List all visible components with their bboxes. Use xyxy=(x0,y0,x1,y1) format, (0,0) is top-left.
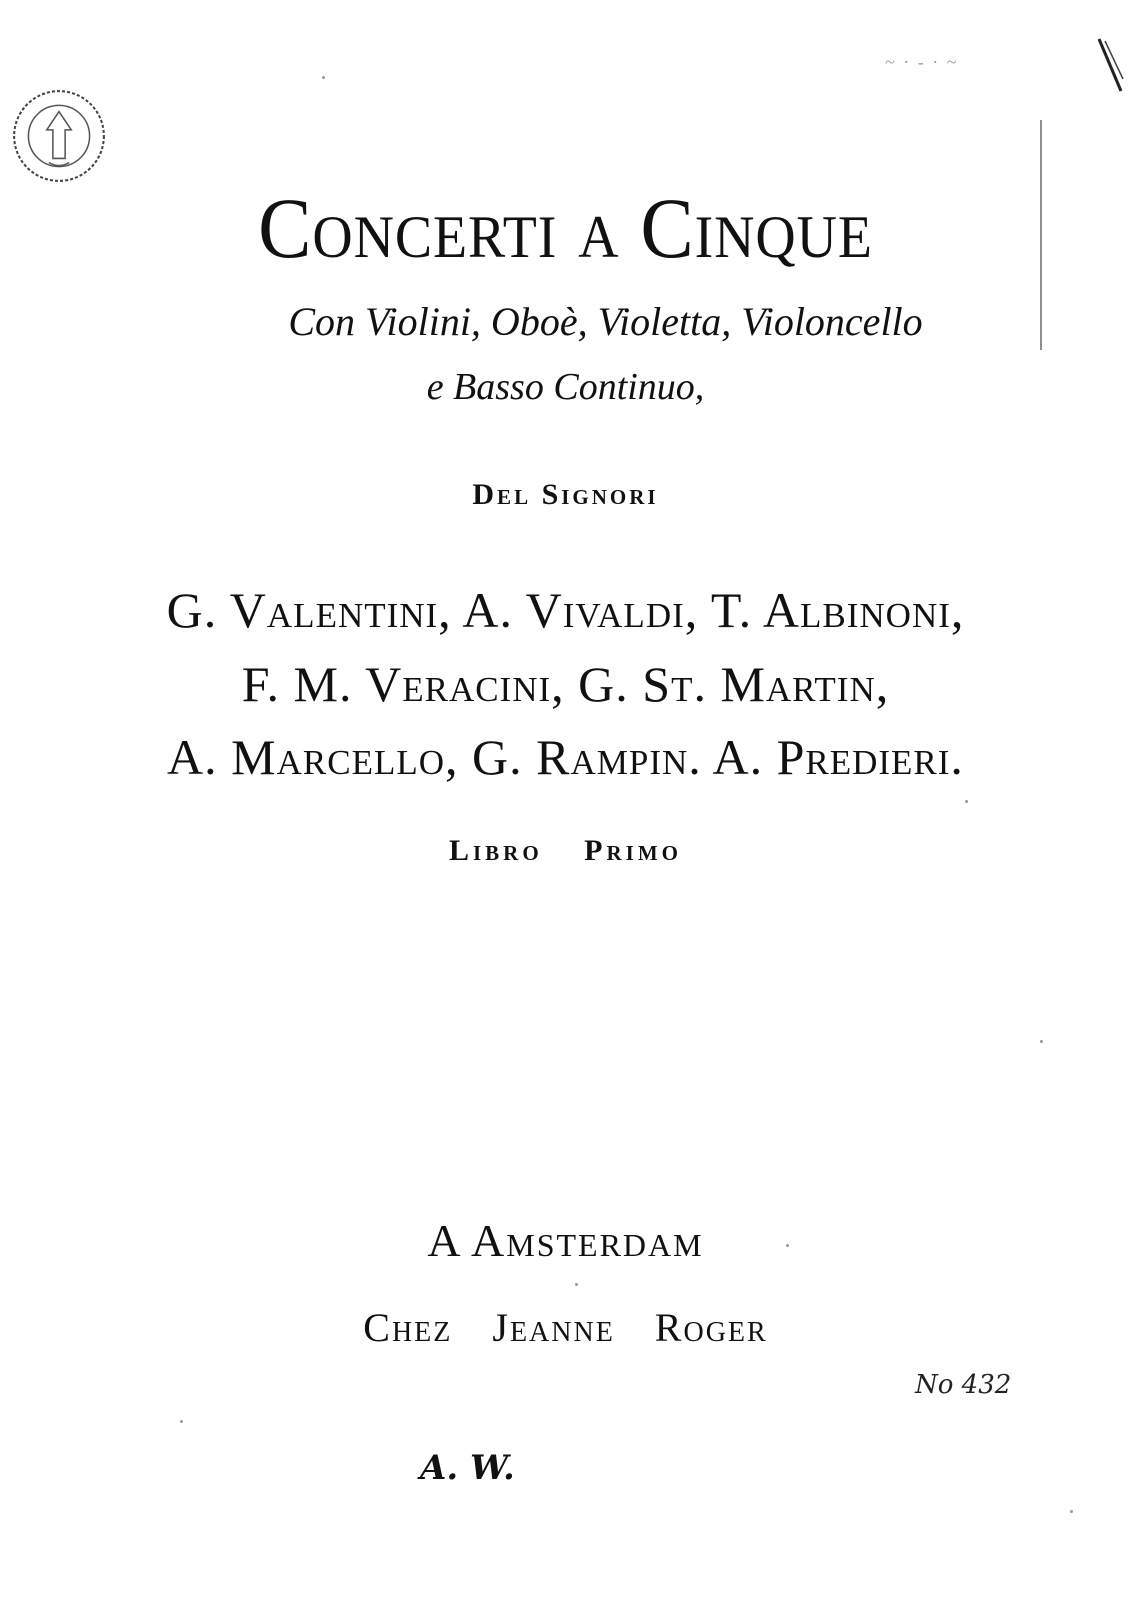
library-stamp-icon xyxy=(8,85,110,187)
page-title: Concerti a Cinque xyxy=(258,180,873,276)
book-number: Libro Primo xyxy=(448,834,682,867)
instrumentation-line-2: e Basso Continuo, xyxy=(426,366,705,408)
composers-line-2: F. M. Veracini, G. St. Martin, xyxy=(241,656,890,712)
composers-line-1: G. Valentini, A. Vivaldi, T. Albinoni, xyxy=(166,582,965,638)
plate-number: No 432 xyxy=(915,1370,1012,1400)
corner-tear-mark xyxy=(1095,35,1125,95)
imprint-publisher: Chez Jeanne Roger xyxy=(363,1305,768,1350)
composers-line-3: A. Marcello, G. Rampin. A. Predieri. xyxy=(167,729,964,785)
handwritten-initials: A. W. xyxy=(420,1448,515,1488)
instrumentation-line-1: Con Violini, Oboè, Violetta, Violoncello xyxy=(288,299,923,344)
imprint-place: A Amsterdam xyxy=(427,1215,704,1266)
del-signori-heading: Del Signori xyxy=(472,478,659,511)
faint-pencil-mark: ~ · - · ~ xyxy=(885,52,959,72)
